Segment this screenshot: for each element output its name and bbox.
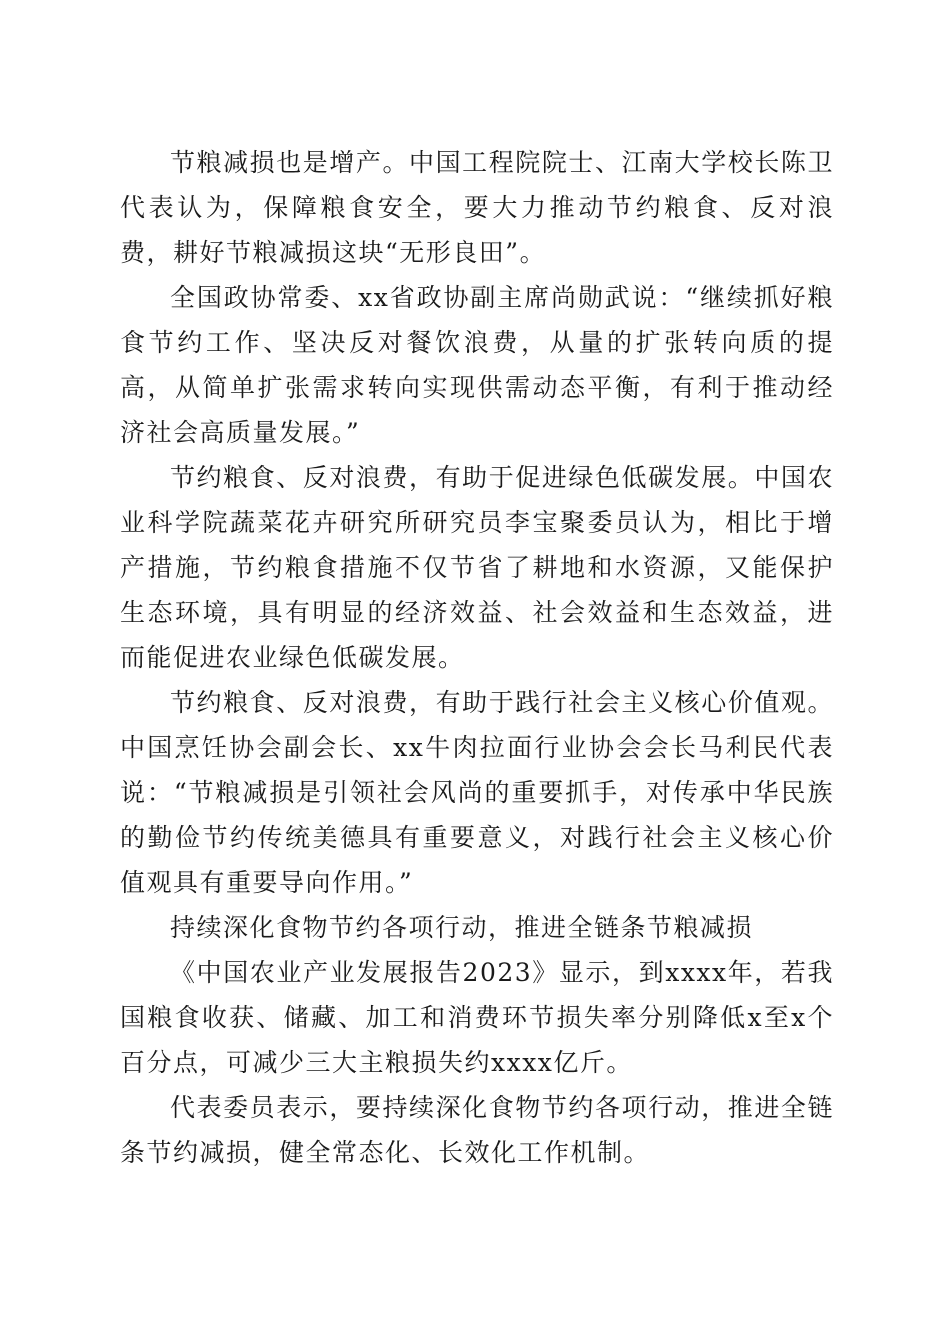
document-page bbox=[120, 140, 834, 1175]
paragraph-core-values: 节约粮食、反对浪费，有助于践行社会主义核心价值观。中国烹饪协会副会长、xx牛肉拉面行业协会会长马利民代表说：“节粮减损是引领社会风尚的重要抓手，对传承中华民族的勤俭节约传统美德具有重要意义，对践行社会主义核心价值观具有重要导向作用。” bbox=[120, 688, 834, 897]
paragraph-cppcc-quote: 全国政协常委、xx省政协副主席尚勋武说：“继续抓好粮食节约工作、坚决反对餐饮浪费，从量的扩张转向质的提高，从简单扩张需求转向实现供需动态平衡，有利于推动经济社会高质量发展。” bbox=[120, 283, 834, 447]
paragraph-representatives: 代表委员表示，要持续深化食物节约各项行动，推进全链条节约减损，健全常态化、长效化工作机制。 bbox=[120, 1093, 834, 1167]
paragraph-grain-saving: 节粮减损也是增产。中国工程院院士、江南大学校长陈卫代表认为，保障粮食安全，要大力推动节约粮食、反对浪费，耕好节粮减损这块“无形良田”。 bbox=[120, 148, 834, 267]
paragraph-report-2023: 《中国农业产业发展报告2023》显示，到xxxx年，若我国粮食收获、储藏、加工和消费环节损失率分别降低x至x个百分点，可减少三大主粮损失约xxxx亿斤。 bbox=[120, 958, 834, 1077]
paragraph-green-development: 节约粮食、反对浪费，有助于促进绿色低碳发展。中国农业科学院蔬菜花卉研究所研究员李宝聚委员认为，相比于增产措施，节约粮食措施不仅节省了耕地和水资源，又能保护生态环境，具有明显的经济效益、社会效益和生态效益，进而能促进农业绿色低碳发展。 bbox=[120, 463, 834, 672]
section-heading: 持续深化食物节约各项行动，推进全链条节粮减损 bbox=[170, 913, 754, 942]
